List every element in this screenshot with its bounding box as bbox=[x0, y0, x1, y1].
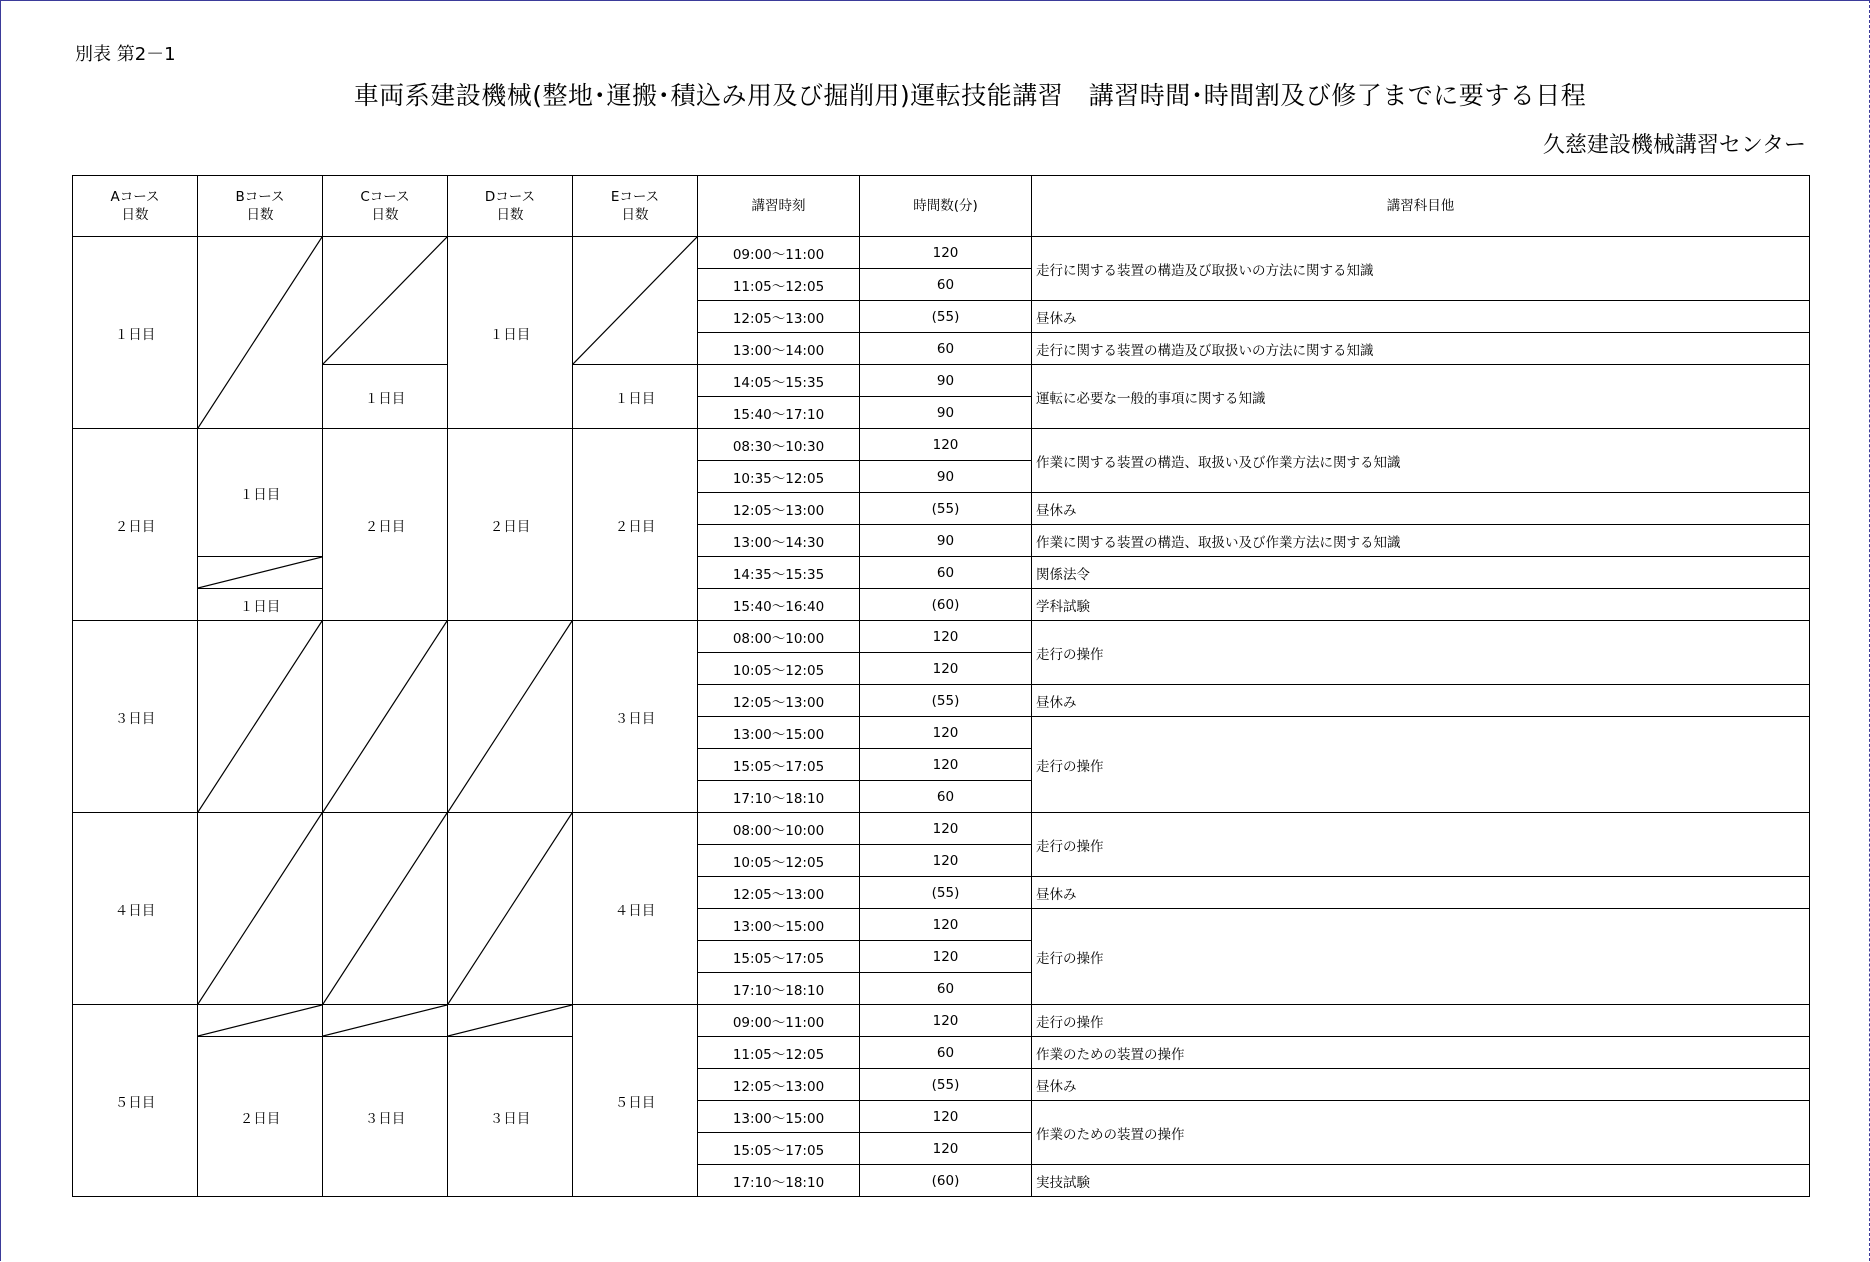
header-time: 講習時刻 bbox=[698, 176, 860, 237]
subject-cell: 走行に関する装置の構造及び取扱いの方法に関する知識 bbox=[1032, 237, 1810, 301]
table-row bbox=[73, 813, 1810, 845]
schedule-table bbox=[72, 175, 1810, 1197]
e-course-blank-cell bbox=[573, 237, 698, 365]
header-a-course: Aコース 日数 bbox=[73, 176, 198, 237]
time-cell: 14:05～15:35 bbox=[698, 365, 860, 397]
b-course-day-cell: １日目 bbox=[198, 429, 323, 557]
time-cell: 17:10～18:10 bbox=[698, 781, 860, 813]
time-cell: 17:10～18:10 bbox=[698, 1165, 860, 1197]
minutes-cell: 120 bbox=[860, 1005, 1032, 1037]
b-course-day-cell: ２日目 bbox=[198, 1037, 323, 1197]
minutes-cell: (60) bbox=[860, 1165, 1032, 1197]
minutes-cell: 120 bbox=[860, 429, 1032, 461]
c-course-blank-cell bbox=[323, 1005, 448, 1037]
b-course-day-cell: １日目 bbox=[198, 589, 323, 621]
e-course-day-cell: ３日目 bbox=[573, 621, 698, 813]
time-cell: 10:05～12:05 bbox=[698, 845, 860, 877]
minutes-cell: 120 bbox=[860, 845, 1032, 877]
subject-cell: 関係法令 bbox=[1032, 557, 1810, 589]
minutes-cell: (55) bbox=[860, 877, 1032, 909]
minutes-cell: 120 bbox=[860, 237, 1032, 269]
time-cell: 12:05～13:00 bbox=[698, 877, 860, 909]
b-course-blank-cell bbox=[198, 237, 323, 429]
b-course-blank-cell bbox=[198, 557, 323, 589]
subject-cell: 昼休み bbox=[1032, 685, 1810, 717]
table-row bbox=[73, 1037, 1810, 1069]
document-title: 車両系建設機械(整地･運搬･積込み用及び掘削用)運転技能講習 講習時間･時間割及び修了までに要する日程 bbox=[353, 81, 1587, 110]
b-course-blank-cell bbox=[198, 813, 323, 1005]
organization-name: 久慈建設機械講習センター bbox=[1542, 133, 1806, 158]
a-course-day-cell: ３日目 bbox=[73, 621, 198, 813]
minutes-cell: 60 bbox=[860, 333, 1032, 365]
time-cell: 15:05～17:05 bbox=[698, 749, 860, 781]
minutes-cell: 120 bbox=[860, 653, 1032, 685]
subject-cell: 実技試験 bbox=[1032, 1165, 1810, 1197]
minutes-cell: 120 bbox=[860, 941, 1032, 973]
minutes-cell: 120 bbox=[860, 909, 1032, 941]
a-course-day-cell: ５日目 bbox=[73, 1005, 198, 1197]
subject-cell: 作業のための装置の操作 bbox=[1032, 1101, 1810, 1165]
table-row bbox=[73, 237, 1810, 269]
minutes-cell: (60) bbox=[860, 589, 1032, 621]
subject-cell: 走行の操作 bbox=[1032, 1005, 1810, 1037]
minutes-cell: 60 bbox=[860, 973, 1032, 1005]
time-cell: 13:00～14:30 bbox=[698, 525, 860, 557]
time-cell: 12:05～13:00 bbox=[698, 493, 860, 525]
subject-cell: 走行の操作 bbox=[1032, 909, 1810, 1005]
d-course-day-cell: ３日目 bbox=[448, 1037, 573, 1197]
d-course-blank-cell bbox=[448, 813, 573, 1005]
table-row bbox=[73, 621, 1810, 653]
minutes-cell: (55) bbox=[860, 493, 1032, 525]
time-cell: 08:00～10:00 bbox=[698, 621, 860, 653]
header-subject: 講習科目他 bbox=[1032, 176, 1810, 237]
minutes-cell: 60 bbox=[860, 557, 1032, 589]
minutes-cell: 90 bbox=[860, 397, 1032, 429]
minutes-cell: 120 bbox=[860, 813, 1032, 845]
d-course-blank-cell bbox=[448, 621, 573, 813]
d-course-blank-cell bbox=[448, 1005, 573, 1037]
table-row bbox=[73, 365, 1810, 397]
c-course-blank-cell bbox=[323, 621, 448, 813]
minutes-cell: 60 bbox=[860, 269, 1032, 301]
time-cell: 10:05～12:05 bbox=[698, 653, 860, 685]
c-course-blank-cell bbox=[323, 813, 448, 1005]
time-cell: 15:40～17:10 bbox=[698, 397, 860, 429]
d-course-day-cell: １日目 bbox=[448, 237, 573, 429]
minutes-cell: 120 bbox=[860, 1101, 1032, 1133]
document-label: 別表 第2－1 bbox=[75, 44, 176, 65]
minutes-cell: (55) bbox=[860, 685, 1032, 717]
subject-cell: 作業のための装置の操作 bbox=[1032, 1037, 1810, 1069]
time-cell: 12:05～13:00 bbox=[698, 685, 860, 717]
minutes-cell: (55) bbox=[860, 301, 1032, 333]
time-cell: 11:05～12:05 bbox=[698, 269, 860, 301]
minutes-cell: 60 bbox=[860, 781, 1032, 813]
minutes-cell: (55) bbox=[860, 1069, 1032, 1101]
time-cell: 09:00～11:00 bbox=[698, 237, 860, 269]
time-cell: 08:00～10:00 bbox=[698, 813, 860, 845]
time-cell: 15:05～17:05 bbox=[698, 1133, 860, 1165]
time-cell: 13:00～15:00 bbox=[698, 1101, 860, 1133]
subject-cell: 昼休み bbox=[1032, 301, 1810, 333]
minutes-cell: 120 bbox=[860, 717, 1032, 749]
subject-cell: 昼休み bbox=[1032, 1069, 1810, 1101]
header-minutes: 時間数(分) bbox=[860, 176, 1032, 237]
header-b-course: Bコース 日数 bbox=[198, 176, 323, 237]
b-course-blank-cell bbox=[198, 621, 323, 813]
subject-cell: 昼休み bbox=[1032, 877, 1810, 909]
time-cell: 17:10～18:10 bbox=[698, 973, 860, 1005]
header-c-course: Cコース 日数 bbox=[323, 176, 448, 237]
subject-cell: 運転に必要な一般的事項に関する知識 bbox=[1032, 365, 1810, 429]
a-course-day-cell: ４日目 bbox=[73, 813, 198, 1005]
time-cell: 13:00～14:00 bbox=[698, 333, 860, 365]
time-cell: 15:05～17:05 bbox=[698, 941, 860, 973]
subject-cell: 走行に関する装置の構造及び取扱いの方法に関する知識 bbox=[1032, 333, 1810, 365]
header-row bbox=[73, 176, 1810, 237]
time-cell: 15:40～16:40 bbox=[698, 589, 860, 621]
c-course-blank-cell bbox=[323, 237, 448, 365]
subject-cell: 作業に関する装置の構造、取扱い及び作業方法に関する知識 bbox=[1032, 525, 1810, 557]
e-course-day-cell: ２日目 bbox=[573, 429, 698, 621]
time-cell: 09:00～11:00 bbox=[698, 1005, 860, 1037]
table-row bbox=[73, 1005, 1810, 1037]
minutes-cell: 90 bbox=[860, 365, 1032, 397]
header-d-course: Dコース 日数 bbox=[448, 176, 573, 237]
b-course-blank-cell bbox=[198, 1005, 323, 1037]
c-course-day-cell: １日目 bbox=[323, 365, 448, 429]
e-course-day-cell: １日目 bbox=[573, 365, 698, 429]
e-course-day-cell: ４日目 bbox=[573, 813, 698, 1005]
subject-cell: 学科試験 bbox=[1032, 589, 1810, 621]
minutes-cell: 120 bbox=[860, 1133, 1032, 1165]
time-cell: 13:00～15:00 bbox=[698, 717, 860, 749]
subject-cell: 走行の操作 bbox=[1032, 621, 1810, 685]
minutes-cell: 120 bbox=[860, 749, 1032, 781]
c-course-day-cell: ２日目 bbox=[323, 429, 448, 621]
time-cell: 08:30～10:30 bbox=[698, 429, 860, 461]
subject-cell: 昼休み bbox=[1032, 493, 1810, 525]
time-cell: 12:05～13:00 bbox=[698, 301, 860, 333]
subject-cell: 作業に関する装置の構造、取扱い及び作業方法に関する知識 bbox=[1032, 429, 1810, 493]
minutes-cell: 90 bbox=[860, 461, 1032, 493]
e-course-day-cell: ５日目 bbox=[573, 1005, 698, 1197]
table-row bbox=[73, 429, 1810, 461]
time-cell: 10:35～12:05 bbox=[698, 461, 860, 493]
time-cell: 14:35～15:35 bbox=[698, 557, 860, 589]
time-cell: 13:00～15:00 bbox=[698, 909, 860, 941]
time-cell: 12:05～13:00 bbox=[698, 1069, 860, 1101]
time-cell: 11:05～12:05 bbox=[698, 1037, 860, 1069]
header-e-course: Eコース 日数 bbox=[573, 176, 698, 237]
a-course-day-cell: ２日目 bbox=[73, 429, 198, 621]
subject-cell: 走行の操作 bbox=[1032, 717, 1810, 813]
c-course-day-cell: ３日目 bbox=[323, 1037, 448, 1197]
subject-cell: 走行の操作 bbox=[1032, 813, 1810, 877]
a-course-day-cell: １日目 bbox=[73, 237, 198, 429]
d-course-day-cell: ２日目 bbox=[448, 429, 573, 621]
minutes-cell: 90 bbox=[860, 525, 1032, 557]
minutes-cell: 60 bbox=[860, 1037, 1032, 1069]
minutes-cell: 120 bbox=[860, 621, 1032, 653]
